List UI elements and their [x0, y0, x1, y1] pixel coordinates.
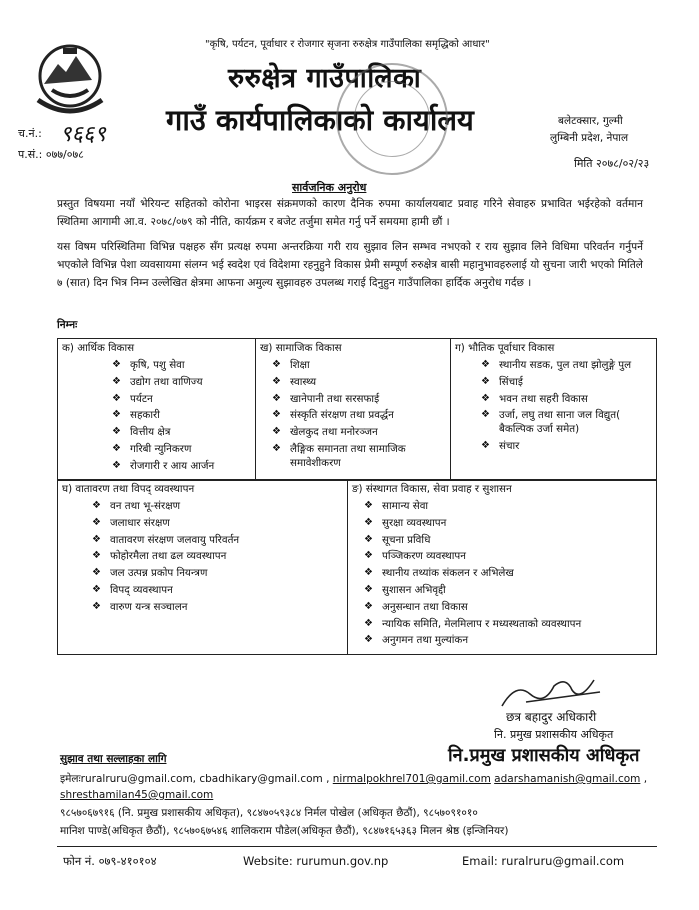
list-item: ❖ सूचना प्रविधि — [364, 533, 431, 546]
list-item: ❖ विपद् व्यवस्थापन — [92, 583, 173, 596]
reference-label: च.नं.: — [18, 127, 42, 140]
nepal-emblem-logo — [30, 40, 110, 118]
list-item: ❖ अनुगमन तथा मुल्यांकन — [364, 634, 469, 647]
designation-seal: नि.प्रमुख प्रशासकीय अधिकृत — [448, 745, 640, 766]
sector-heading: ग) भौतिक पूर्वाधार विकास — [455, 342, 555, 354]
email-link[interactable]: adarshamanish@gmail.com — [494, 773, 641, 785]
list-item: ❖ पर्यटन — [112, 392, 153, 405]
sectors-intro: निम्नः — [57, 319, 78, 331]
sector-economic — [58, 339, 256, 481]
office-title: गाउँ कार्यपालिकाको कार्यालय — [166, 103, 474, 137]
email-label: इमेलःruralruru@gmail.com, cbadhikary@gmail.com , — [60, 773, 330, 785]
list-item: ❖ लैङ्गिक समानता तथा सामाजिक समावेशीकरण — [272, 442, 406, 469]
reference-number-handwritten: ९६६९ — [60, 122, 106, 147]
email-link[interactable]: shresthamilan45@gmail.com — [60, 789, 214, 801]
municipality-title: रुरुक्षेत्र गाउँपालिका — [228, 63, 422, 94]
notice-paragraph-2: यस विषम परिस्थितिमा विभिन्न पक्षहरु सँग प्रत्यक्ष रुपमा अन्तरक्रिया गरी राय सुझाव लिन सम्भव नभएको र राय सुझाव लिने विधिमा परिवर्तन गर्नुपर्ने भएकोले विभिन्न पेशा व्यवसायमा संलग्न भई स्वदेश एवं विदेशमा रहनुहुने विकास प्रेमी सम्पूर्ण रुरुक्षेत्र बासी महानुभावहरुलाई यो सुचना जारी भएको मितिले ७ (सात) दिन भित्र निम्न उल्लेखित क्षेत्रमा आफना अमुल्य सुझावहरु उपलब्ध गराई दिनुहुन गाउँपालिका हार्दिक अनुरोध गर्दछ । — [57, 241, 643, 289]
list-item: ❖ स्वास्थ्य — [272, 375, 317, 388]
list-item: ❖ सहकारी — [112, 409, 160, 422]
email-link[interactable]: nirmalpokhrel701@gamil.com — [332, 773, 491, 785]
list-item: ❖ संस्कृति संरक्षण तथा प्रवर्द्धन — [272, 409, 394, 422]
list-item: ❖ वातावरण संरक्षण जलवायु परिवर्तन — [92, 533, 240, 546]
footer-divider — [57, 846, 657, 847]
address-line-1: बलेटक्सार, गुल्मी — [558, 115, 623, 127]
list-item: ❖ पञ्जिकरण व्यवस्थापन — [364, 550, 466, 563]
notice-date: मिति २०७८/०२/२३ — [574, 157, 650, 170]
list-item: ❖ सिंचाई — [481, 375, 523, 388]
list-item: ❖ खेलकुद तथा मनोरञ्जन — [272, 426, 378, 439]
list-item: ❖ गरिबी न्युनिकरण — [112, 442, 192, 455]
signer-name: छत्र बहादुर अधिकारी — [506, 710, 597, 724]
sector-physical — [451, 339, 657, 481]
sector-heading: ङ) संस्थागत विकास, सेवा प्रवाह र सुशासन — [352, 483, 512, 495]
sector-heading: ख) सामाजिक विकास — [260, 342, 342, 354]
sectors-table-bottom — [57, 479, 657, 655]
list-item: ❖ स्थानीय सडक, पुल तथा झोलुङ्गे पुल — [481, 359, 632, 371]
list-item: ❖ भवन तथा सहरी विकास — [481, 392, 588, 405]
address-line-2: लुम्बिनी प्रदेश, नेपाल — [550, 132, 629, 144]
list-item: ❖ जल उत्पन्न प्रकोप नियन्त्रण — [92, 567, 208, 580]
sectors-table-top — [57, 338, 657, 481]
footer-website[interactable]: Website: rurumun.gov.np — [243, 854, 389, 868]
sector-heading: घ) वातावरण तथा विपद् व्यवस्थापन — [62, 483, 195, 495]
phone-line-1: ९८५७०६७९१६ (नि. प्रमुख प्रशासकीय अधिकृत), ९८४७०५९३८४ निर्मल पोखेल (अधिकृत छैठौं), ९८५७०९१०१० — [60, 807, 478, 819]
footer-email[interactable]: Email: ruralruru@gmail.com — [462, 854, 625, 868]
list-item: ❖ वित्तीय क्षेत्र — [112, 426, 171, 439]
tagline: "कृषि, पर्यटन, पूर्वाधार र रोजगार सृजना रुरुक्षेत्र गाउँपालिका समृद्धिको आधार" — [205, 39, 490, 50]
list-item: ❖ वारुण यन्त्र सञ्चालन — [92, 600, 188, 613]
list-item: ❖ सुरक्षा व्यवस्थापन — [364, 516, 447, 529]
footer-phone: फोन नं. ०७९-४१०१०४ — [63, 854, 157, 868]
list-item: ❖ जलाधार संरक्षण — [92, 516, 170, 529]
sector-social — [256, 339, 451, 481]
email-list-cont — [60, 787, 213, 803]
signer-designation: नि. प्रमुख प्रशासकीय अधिकृत — [494, 728, 614, 741]
email-list: इमेलःruralruru@gmail.com, cbadhikary@gmail.com , nirmalpokhrel701@gamil.com adarshamanish@gmail.com , — [60, 773, 648, 785]
notice-subject: सार्वजनिक अनुरोध — [292, 181, 367, 194]
list-item: ❖ उर्जा, लघु तथा साना जल विद्युत( बैकल्पिक उर्जा समेत) — [481, 409, 621, 436]
list-item: ❖ संचार — [481, 440, 520, 453]
list-item: ❖ सुशासन अभिवृद्दी — [364, 583, 446, 596]
handwritten-signature — [496, 672, 606, 712]
list-item: ❖ खानेपानी तथा सरसफाई — [272, 392, 380, 405]
office-stamp — [336, 63, 448, 175]
list-item: ❖ उद्योग तथा वाणिज्य — [112, 375, 203, 388]
suggestions-heading: सुझाव तथा सल्लाहका लागि — [60, 753, 167, 765]
list-item: ❖ सामान्य सेवा — [364, 500, 429, 512]
sector-institutional — [348, 480, 657, 655]
list-item: ❖ फोहोरमैला तथा ढल व्यवस्थापन — [92, 550, 227, 563]
notice-paragraph-1: प्रस्तुत विषयमा नयाँ भेरियन्ट सहितको कोरोना भाइरस संक्रमणको कारण दैनिक रुपमा कार्यालयबाट प्रवाह गरिने सेवाहरु प्रभावित भईरहेको वर्तमान स्थितिमा आगामी आ.व. २०७८/०७९ को नीति, कार्यक्रम र बजेट तर्जुमा समेत गर्नु पर्ने समयमा हामी छौं । — [57, 198, 643, 228]
list-item: ❖ कृषि, पशु सेवा — [112, 359, 185, 371]
list-item: ❖ वन तथा भू-संरक्षण — [92, 500, 181, 512]
sector-environment — [58, 480, 348, 655]
list-item: ❖ न्यायिक समिति, मेलमिलाप र मध्यस्थताको व्यवस्थापन — [364, 617, 582, 630]
list-item: ❖ स्थानीय तथ्यांक संकलन र अभिलेख — [364, 567, 514, 580]
fiscal-year: प.सं.: ०७७/०७८ — [18, 148, 84, 161]
phone-line-2: मानिश पाण्डे(अधिकृत छैठौं), ९८५७०६७५४६ शालिकराम पौडेल(अधिकृत छैठौं), ९८४७१६५३६३ मिलन श्रेष्ठ (इन्जिनियर) — [60, 825, 509, 837]
list-item: ❖ रोजगारी र आय आर्जन — [112, 459, 215, 472]
list-item: ❖ अनुसन्धान तथा विकास — [364, 600, 468, 613]
list-item: ❖ शिक्षा — [272, 359, 310, 371]
sector-heading: क) आर्थिक विकास — [62, 342, 135, 354]
